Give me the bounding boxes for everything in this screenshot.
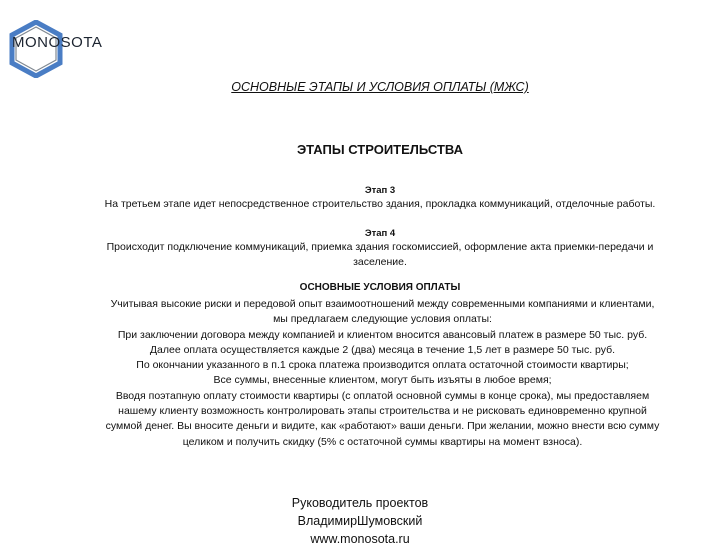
- stage-4-text: [40, 240, 720, 270]
- payment-terms-line: суммой денег. Вы вносите деньги и видите, как «работают» ваши деньги. При желании, можно внести всю сумму: [105, 420, 660, 433]
- payment-terms-line: Вводя поэтапную оплату стоимости квартиры (с оплатой основной суммы в конце срока), мы предоставляем: [115, 389, 650, 402]
- payment-terms-line: целиком и получить скидку (5% с остаточной суммы квартиры на момент взноса).: [182, 435, 583, 448]
- company-logo: [8, 20, 138, 78]
- stage-3-label: Этап 3: [364, 185, 396, 196]
- footer-role: Руководитель проектов: [291, 496, 429, 510]
- payment-terms-line: Все суммы, внесенные клиентом, могут быть изъяты в любое время;: [213, 374, 552, 387]
- stage-4-text-line: Происходит подключение коммуникаций, приемка здания госкомиссией, оформление акта приемки-передачи и: [106, 241, 654, 253]
- footer-name: ВладимирШумовский: [297, 514, 423, 528]
- payment-terms-line: нашему клиенту возможность контролировать этапы строительства и не рисковать единовременно крупной: [118, 405, 647, 418]
- payment-terms-body: [55, 297, 710, 450]
- payment-terms-title: ОСНОВНЫЕ УСЛОВИЯ ОПЛАТЫ: [299, 282, 461, 293]
- payment-terms-line: По окончании указанного в п.1 срока платежа производится оплата остаточной стоимости квартиры;: [136, 359, 629, 372]
- stage-4-label: Этап 4: [364, 228, 396, 239]
- logo-wordmark: MONOSOTA: [12, 34, 103, 51]
- payment-terms-line: Учитывая высокие риски и передовой опыт взаимоотношений между современными компаниями и клиентами,: [110, 298, 655, 310]
- payment-terms-line: Далее оплата осуществляется каждые 2 (два) месяца в течение 1,5 лет в размере 50 тыс. руб.: [149, 343, 616, 356]
- section-title: ЭТАПЫ СТРОИТЕЛЬСТВА: [296, 142, 464, 157]
- page-title: ОСНОВНЫЕ ЭТАПЫ И УСЛОВИЯ ОПЛАТЫ (МЖС): [231, 80, 529, 94]
- payment-terms-line: При заключении договора между компанией и клиентом вносится авансовый платеж в размере 50 тыс. руб.: [117, 328, 648, 341]
- footer-website-link[interactable]: www.monosota.ru: [310, 532, 410, 546]
- stage-3-text: На третьем этапе идет непосредственное строительство здания, прокладка коммуникаций, отделочные работы.: [104, 198, 656, 210]
- payment-terms-line: мы предлагаем следующие условия оплаты:: [273, 313, 492, 326]
- stage-4-text-line: заселение.: [353, 256, 407, 268]
